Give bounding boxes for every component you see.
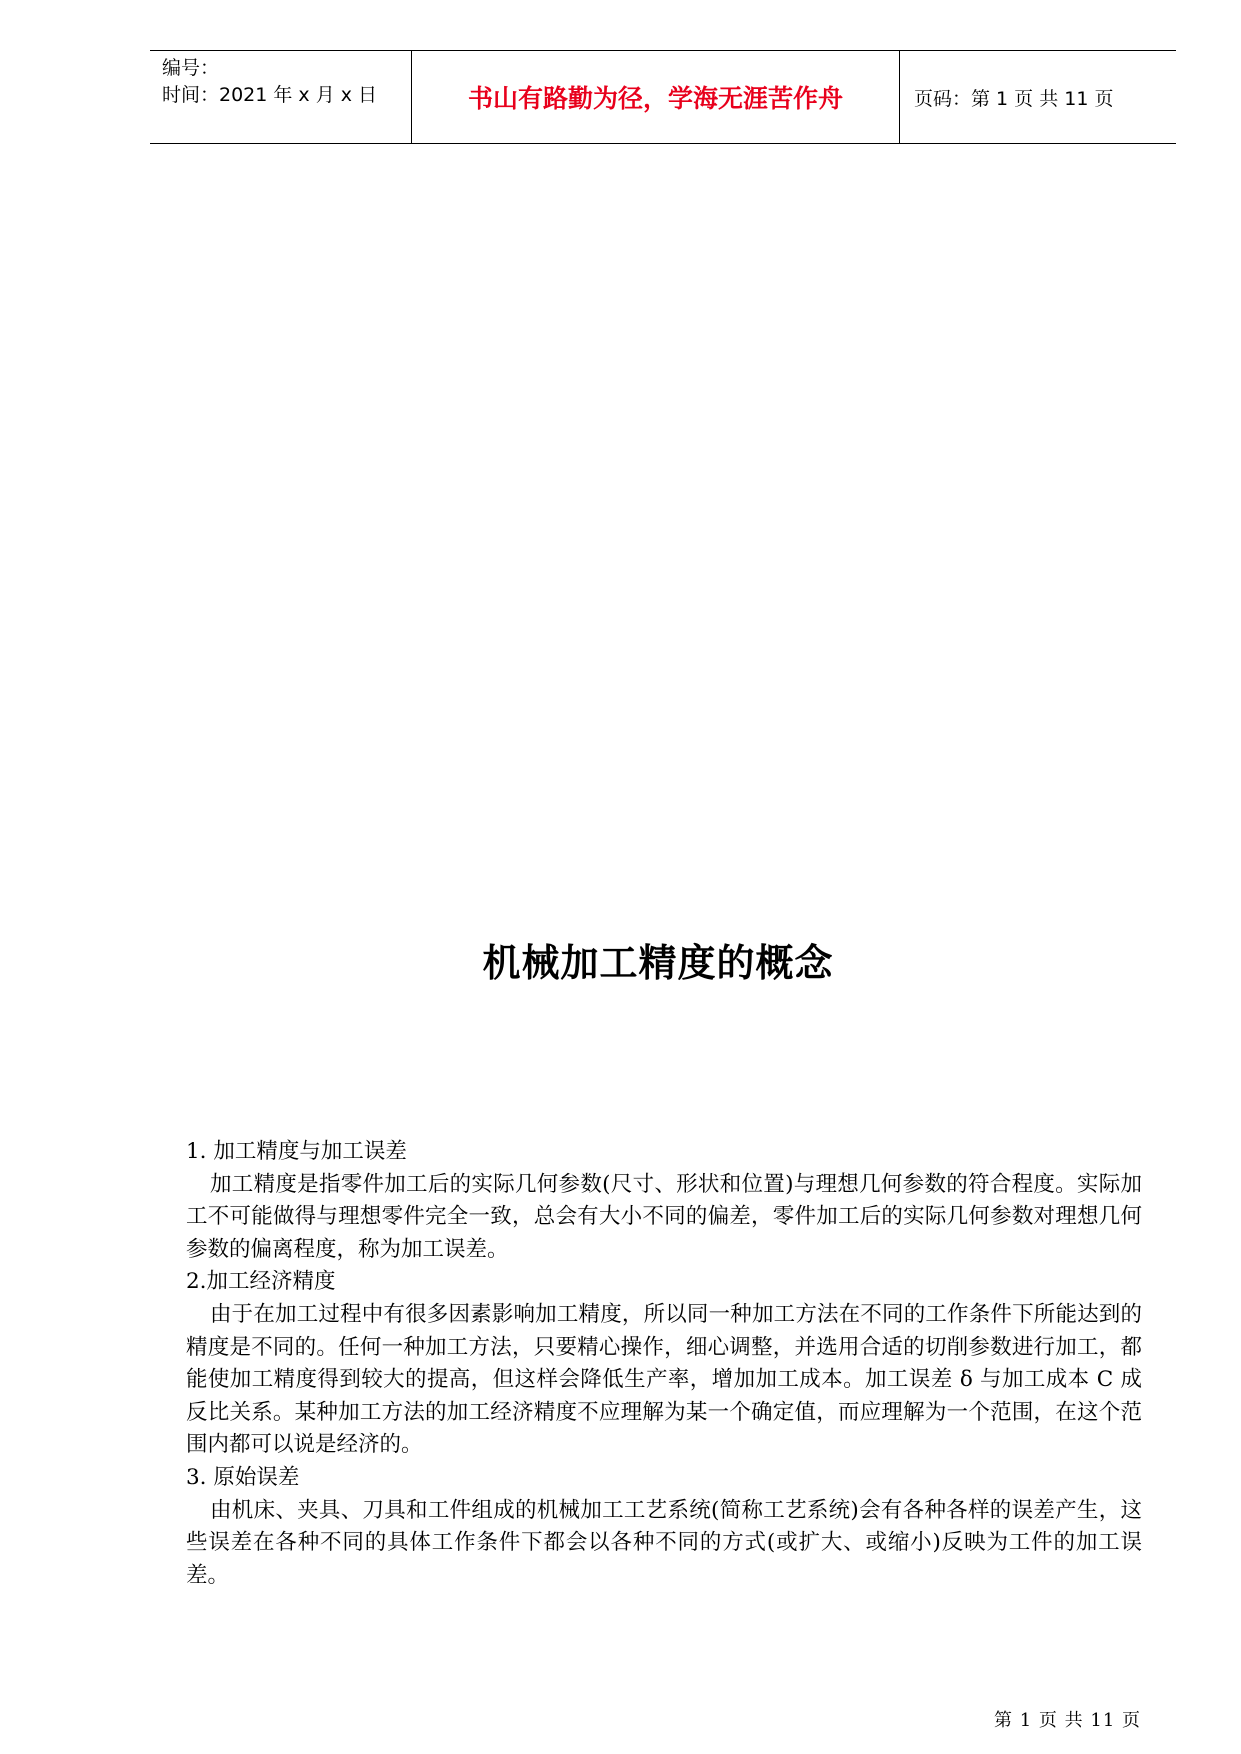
section-paragraph: 由于在加工过程中有很多因素影响加工精度，所以同一种加工方法在不同的工作条件下所能达到的精度是不同的。任何一种加工方法，只要精心操作，细心调整，并选用合适的切削参数进行加工，都能使加工精度得到较大的提高，但这样会降低生产率，增加加工成本。加工误差 δ 与加工成本 C 成反比关系。某种加工方法的加工经济精度不应理解为某一个确定值，而应理解为一个范围，在这个范围内都可以说是经济的。 — [186, 1301, 1142, 1458]
header-meta-cell — [150, 51, 412, 143]
section-heading: 2.加工经济精度 — [186, 1269, 336, 1295]
document-body — [186, 1136, 1142, 1592]
document-time-label: 时间：2021 年 x 月 x 日 — [162, 84, 378, 106]
header-motto-cell — [412, 51, 900, 143]
section-heading: 3. 原始误差 — [186, 1464, 300, 1490]
section-paragraph: 由机床、夹具、刀具和工件组成的机械加工工艺系统(简称工艺系统)会有各种各样的误差产生，这些误差在各种不同的具体工作条件下都会以各种不同的方式(或扩大、或缩小)反映为工件的加工误差。 — [186, 1497, 1142, 1588]
page-header — [150, 50, 1176, 144]
document-number-label: 编号： — [162, 57, 220, 79]
header-page-info: 页码：第 1 页 共 11 页 — [914, 87, 1114, 110]
header-page-cell — [900, 51, 1176, 143]
page-footer: 第 1 页 共 11 页 — [994, 1710, 1141, 1731]
section-paragraph: 加工精度是指零件加工后的实际几何参数(尺寸、形状和位置)与理想几何参数的符合程度。实际加工不可能做得与理想零件完全一致，总会有大小不同的偏差，零件加工后的实际几何参数对理想几何参数的偏离程度，称为加工误差。 — [186, 1171, 1142, 1262]
section-heading: 1. 加工精度与加工误差 — [186, 1139, 407, 1164]
document-title: 机械加工精度的概念 — [482, 941, 834, 985]
header-motto: 书山有路勤为径，学海无涯苦作舟 — [467, 84, 843, 113]
